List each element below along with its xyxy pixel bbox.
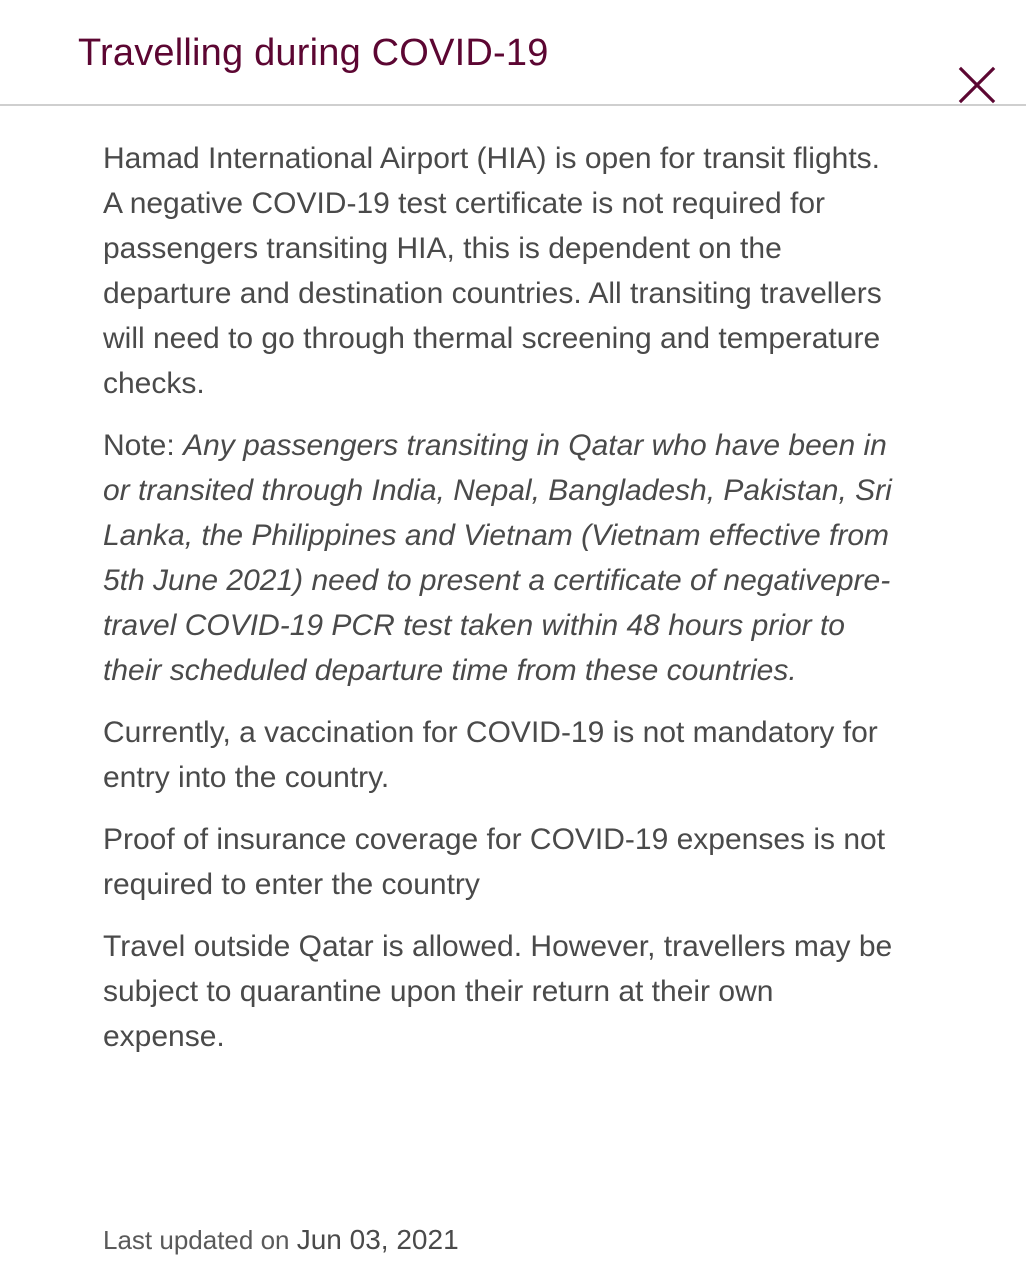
transit-paragraph: Hamad International Airport (HIA) is open for transit flights. A negative COVID-19 test certificate is not required for passengers transiting HIA, this is dependent on the departure and destination countries. All transiting travellers will need to go through thermal screening and temperature checks. [103, 142, 882, 400]
last-updated [103, 1220, 459, 1260]
close-icon [952, 60, 1002, 110]
insurance-paragraph: Proof of insurance coverage for COVID-19 expenses is not required to enter the country [103, 823, 886, 901]
travel-paragraph: Travel outside Qatar is allowed. However, travellers may be subject to quarantine upon their return at their own expense. [103, 930, 893, 1053]
close-button[interactable] [952, 60, 1002, 110]
modal-title: Travelling during COVID-19 [78, 32, 549, 74]
modal-header [0, 0, 1026, 106]
last-updated-date: Jun 03, 2021 [296, 1224, 459, 1255]
vaccination-paragraph: Currently, a vaccination for COVID-19 is not mandatory for entry into the country. [103, 716, 878, 794]
note-paragraph [103, 423, 893, 693]
note-text: Any passengers transiting in Qatar who have been in or transited through India, Nepal, Bangladesh, Pakistan, Sri Lanka, the Philippines and Vietnam (Vietnam effective from 5th June 2021) need to present a certificate of negativepre-travel COVID-19 PCR test taken within 48 hours prior to their scheduled departure time from these countries. [103, 429, 892, 687]
note-label: Note: [103, 429, 175, 462]
modal-body [103, 136, 893, 1076]
last-updated-label: Last updated on [103, 1225, 290, 1255]
